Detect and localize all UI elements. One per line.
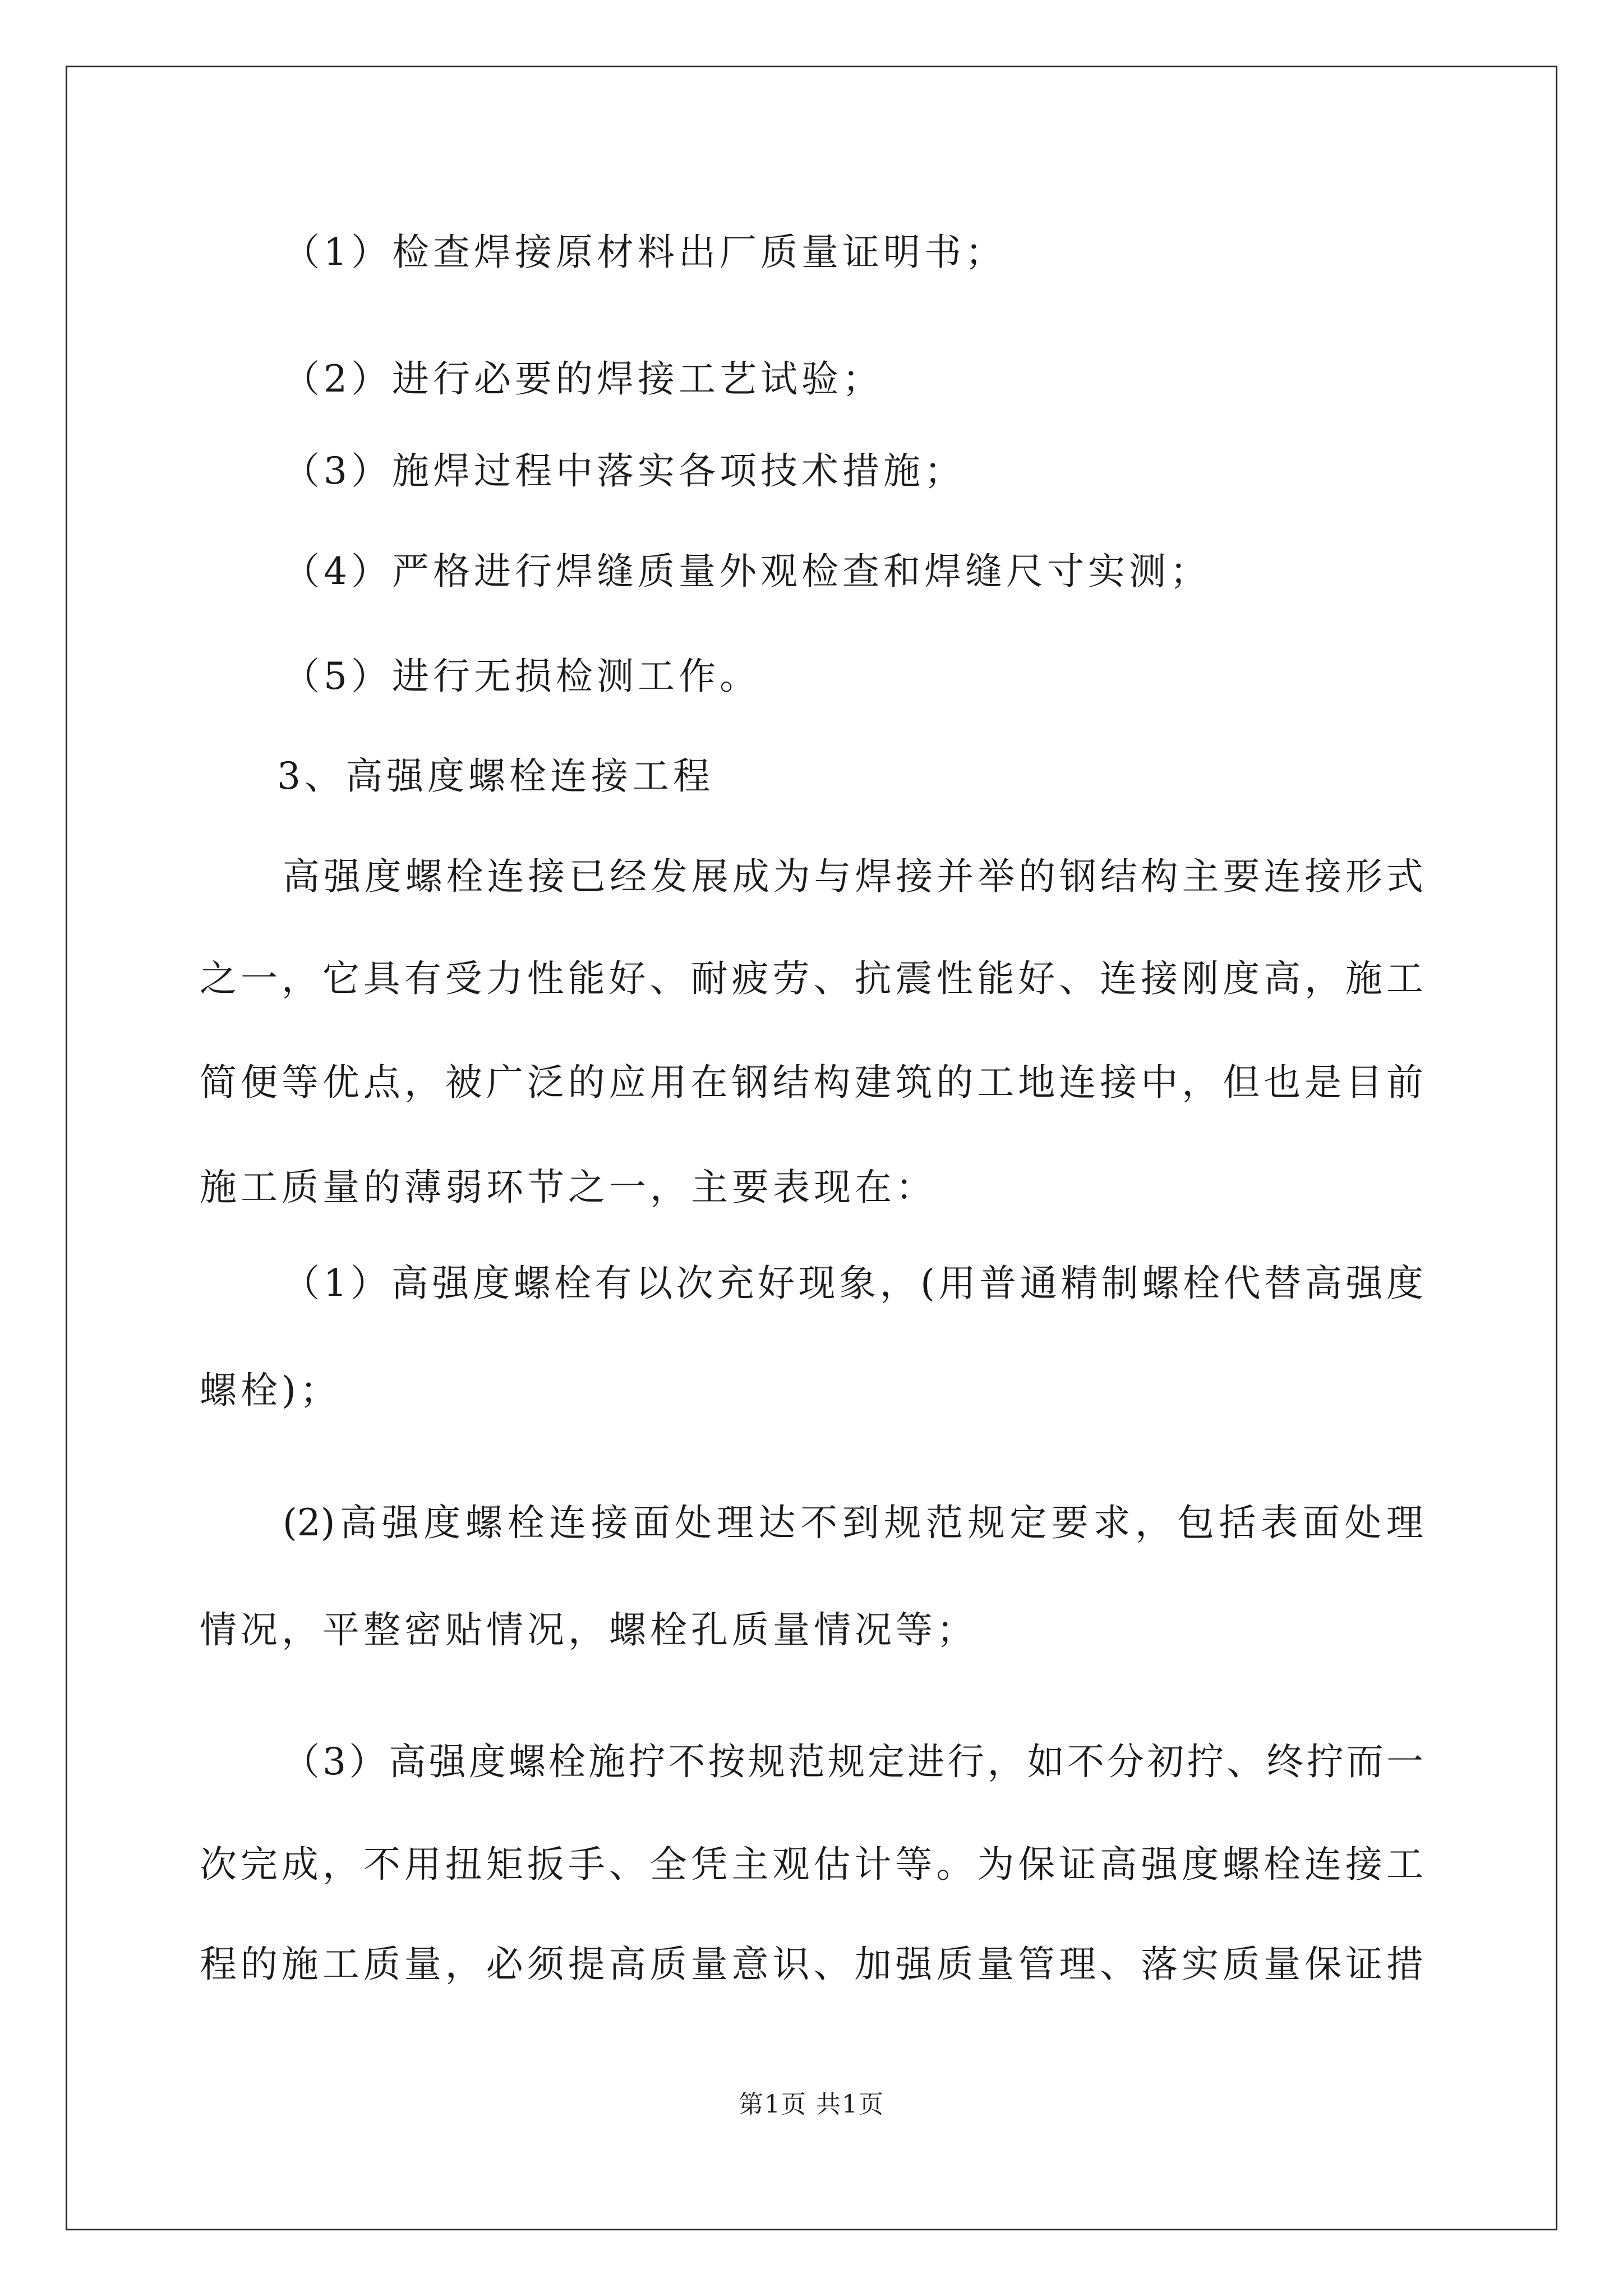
paragraph-line: 次完成，不用扭矩扳手、全凭主观估计等。为保证高强度螺栓连接工	[200, 1843, 1423, 1886]
list-item: （5）进行无损检测工作。	[283, 655, 760, 698]
list-item: （1）高强度螺栓有以次充好现象，(用普通精制螺栓代替高强度	[283, 1262, 1423, 1305]
list-item: 情况，平整密贴情况，螺栓孔质量情况等；	[200, 1608, 978, 1651]
paragraph-line: 施工质量的薄弱环节之一，主要表现在：	[200, 1166, 937, 1209]
list-item: (2)高强度螺栓连接面处理达不到规范规定要求，包括表面处理	[283, 1501, 1423, 1544]
page-footer: 第1页 共1页	[739, 2090, 884, 2119]
list-item: （3）施焊过程中落实各项技术措施；	[283, 449, 965, 493]
paragraph-line: 简便等优点，被广泛的应用在钢结构建筑的工地连接中，但也是目前	[200, 1061, 1423, 1104]
section-heading: 3、高强度螺栓连接工程	[277, 754, 714, 798]
paragraph-line: 高强度螺栓连接已经发展成为与焊接并举的钢结构主要连接形式	[283, 855, 1423, 898]
list-item: （4）严格进行焊缝质量外观检查和焊缝尺寸实测；	[283, 550, 1211, 593]
list-item: 螺栓)；	[200, 1369, 341, 1412]
list-item: （3）高强度螺栓施拧不按规范规定进行，如不分初拧、终拧而一	[283, 1740, 1423, 1783]
paragraph-line: 之一，它具有受力性能好、耐疲劳、抗震性能好、连接刚度高，施工	[200, 957, 1423, 1000]
list-item: （1）检查焊接原材料出厂质量证明书；	[283, 231, 1006, 274]
list-item: （2）进行必要的焊接工艺试验；	[283, 357, 883, 401]
paragraph-line: 程的施工质量，必须提高质量意识、加强质量管理、落实质量保证措	[200, 1943, 1423, 1986]
